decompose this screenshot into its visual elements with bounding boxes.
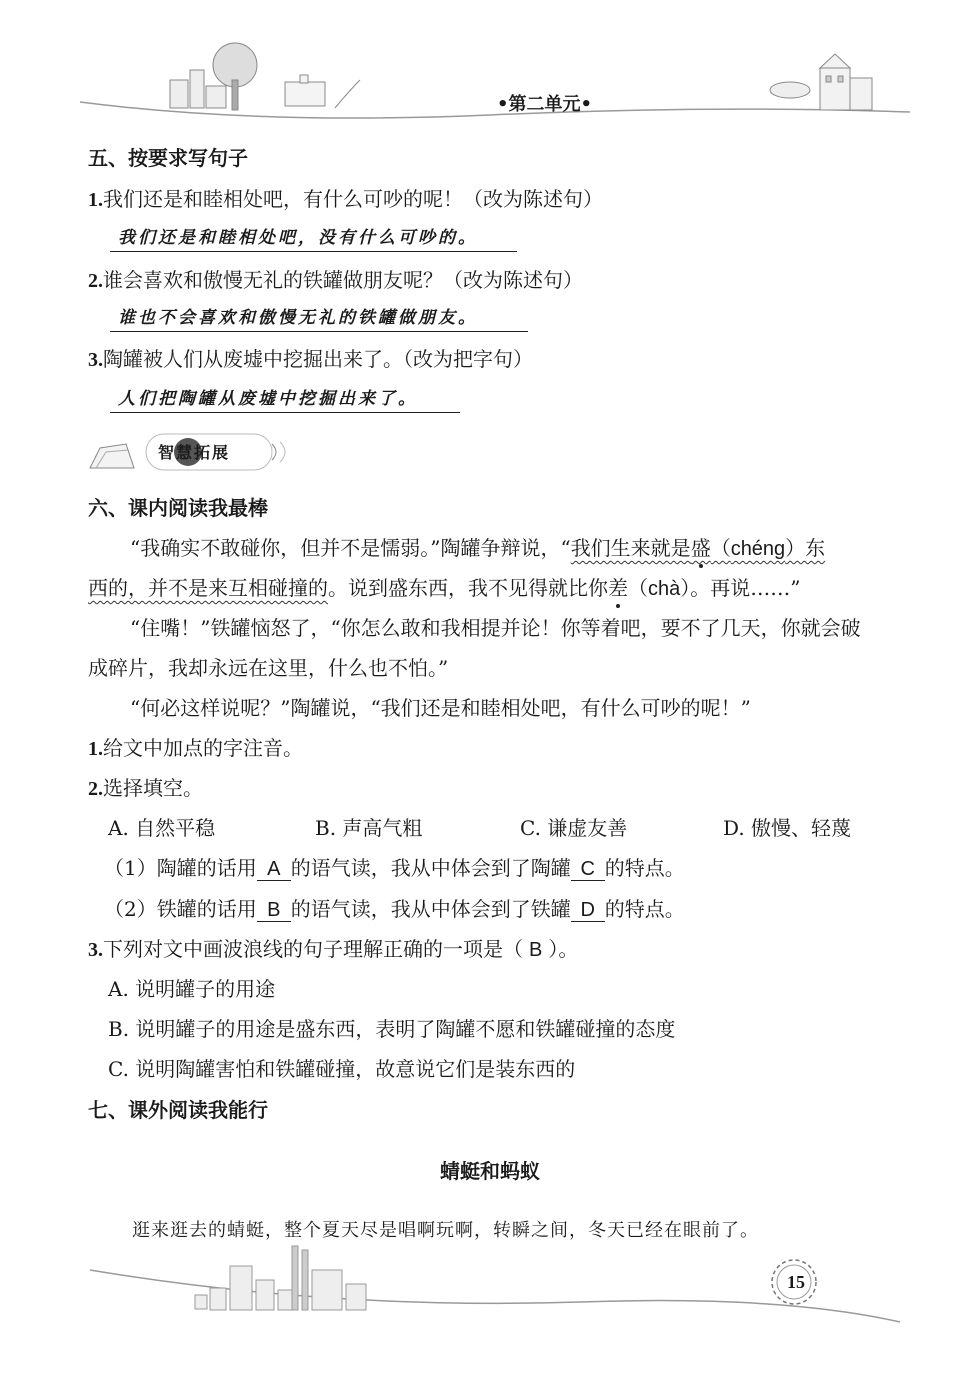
pinyin-answer-cheng[interactable]: chéng — [730, 538, 786, 560]
s5-q3-answer-line — [110, 412, 460, 413]
s6-q1 — [88, 735, 303, 762]
s6-q3 — [88, 936, 578, 963]
s5-q2-answer-line — [110, 331, 528, 332]
s6-para1-line2 — [88, 575, 800, 602]
s6-q2-option-d: D. 傲慢、轻蔑 — [723, 816, 852, 840]
s5-q1-answer-line — [110, 251, 517, 252]
s5-q2-answer[interactable]: 谁也不会喜欢和傲慢无礼的铁罐做朋友。 — [118, 308, 478, 328]
unit-title: •第二单元• — [497, 94, 593, 115]
s5-q3-answer[interactable]: 人们把陶罐从废墟中挖掘出来了。 — [118, 389, 418, 409]
s6-q3-text-end: ）。 — [548, 937, 579, 961]
s6-q3-text: 下列对文中画波浪线的句子理解正确的一项是（ — [103, 937, 523, 961]
s2-blank-1[interactable]: B — [257, 899, 291, 922]
s1-blank-1[interactable]: A — [257, 858, 291, 881]
dotted-char-cha: 差 — [608, 576, 628, 600]
para1-text-f: ）东 — [785, 536, 826, 560]
dotted-char-sheng: 盛 — [690, 536, 711, 560]
s6-q2-option-b: B. 声高气粗 — [315, 816, 423, 840]
s6-q2-sentence2 — [104, 896, 685, 922]
s2-blank-2[interactable]: D — [571, 899, 605, 922]
pinyin-answer-cha[interactable]: chà — [648, 578, 681, 600]
s1-text-b: 的语气读，我从中体会到了陶罐 — [290, 856, 571, 880]
story-text: 逛来逛去的蜻蜓，整个夏天尽是唱啊玩啊，转瞬之间，冬天已经在眼前了。 — [132, 1220, 759, 1241]
section6-title: 六、课内阅读我最棒 — [88, 496, 268, 520]
s6-q3-option-b: B. 说明罐子的用途是盛东西，表明了陶罐不愿和铁罐碰撞的态度 — [108, 1017, 676, 1041]
page-number: 15 — [787, 1272, 805, 1292]
section5-title: 五、按要求写句子 — [88, 146, 248, 170]
para1-text-a: “我确实不敢碰你，但并不是懦弱。”陶罐争辩说，“ — [130, 536, 571, 560]
s5-q1 — [88, 186, 603, 213]
para1-paren-open-2: （ — [628, 576, 648, 600]
s2-text-a: （2）铁罐的话用 — [104, 897, 257, 921]
s6-para1-line1 — [130, 535, 825, 562]
s2-text-b: 的语气读，我从中体会到了铁罐 — [290, 897, 571, 921]
s6-q2-option-a: A. 自然平稳 — [108, 816, 216, 840]
banner-label: 智慧拓展 — [158, 443, 231, 462]
para1-text-b: 我们生来就是 — [570, 536, 691, 560]
s6-para3: “何必这样说呢？”陶罐说，“我们还是和睦相处吧，有什么可吵的呢！” — [130, 696, 751, 720]
s5-q2-number: 2. — [88, 270, 103, 292]
s6-q3-number: 3. — [88, 939, 103, 961]
s5-q2-text: 谁会喜欢和傲慢无礼的铁罐做朋友呢？（改为陈述句） — [103, 268, 583, 292]
s6-q2-sentence1 — [104, 855, 685, 881]
para1-text-l: ）。再说……” — [680, 576, 801, 600]
s5-q1-number: 1. — [88, 189, 103, 211]
s5-q1-text: 我们还是和睦相处吧，有什么可吵的呢！（改为陈述句） — [103, 187, 603, 211]
s5-q3-text: 陶罐被人们从废墟中挖掘出来了。（改为把字句） — [103, 347, 533, 371]
s5-q3-number: 3. — [88, 349, 103, 371]
s6-q2-number: 2. — [88, 778, 103, 800]
s6-para2-line2: 成碎片，我却永远在这里，什么也不怕。” — [88, 656, 449, 680]
s5-q3 — [88, 346, 533, 373]
wavy-sentence-part1 — [571, 536, 826, 560]
s6-q2 — [88, 775, 203, 802]
s6-q2-text: 选择填空。 — [103, 776, 203, 800]
header-decoration — [60, 20, 920, 130]
s1-blank-2[interactable]: C — [571, 858, 605, 881]
s5-q2 — [88, 267, 583, 294]
s6-q3-option-a: A. 说明罐子的用途 — [108, 977, 276, 1001]
s6-q2-option-c: C. 谦虚友善 — [520, 816, 628, 840]
story-title: 蜻蜓和蚂蚁 — [440, 1159, 540, 1183]
s6-q3-option-c: C. 说明陶罐害怕和铁罐碰撞，故意说它们是装东西的 — [108, 1057, 576, 1081]
para1-text-h: 。说到盛东西，我不见得就比你 — [328, 576, 608, 600]
para1-paren-open: （ — [710, 536, 731, 560]
s1-text-a: （1）陶罐的话用 — [104, 856, 257, 880]
s1-text-c: 的特点。 — [604, 856, 685, 880]
section7-title: 七、课外阅读我能行 — [88, 1098, 268, 1122]
wavy-sentence-part2: 西的，并不是来互相碰撞的 — [88, 576, 328, 600]
s6-para2-line1: “住嘴！”铁罐恼怒了，“你怎么敢和我相提并论！你等着吧，要不了几天，你就会破 — [130, 616, 861, 640]
s6-q3-answer[interactable]: B — [529, 939, 543, 961]
s2-text-c: 的特点。 — [604, 897, 685, 921]
s6-q1-number: 1. — [88, 738, 103, 760]
s6-q1-text: 给文中加点的字注音。 — [103, 736, 303, 760]
s5-q1-answer[interactable]: 我们还是和睦相处吧，没有什么可吵的。 — [118, 228, 478, 248]
